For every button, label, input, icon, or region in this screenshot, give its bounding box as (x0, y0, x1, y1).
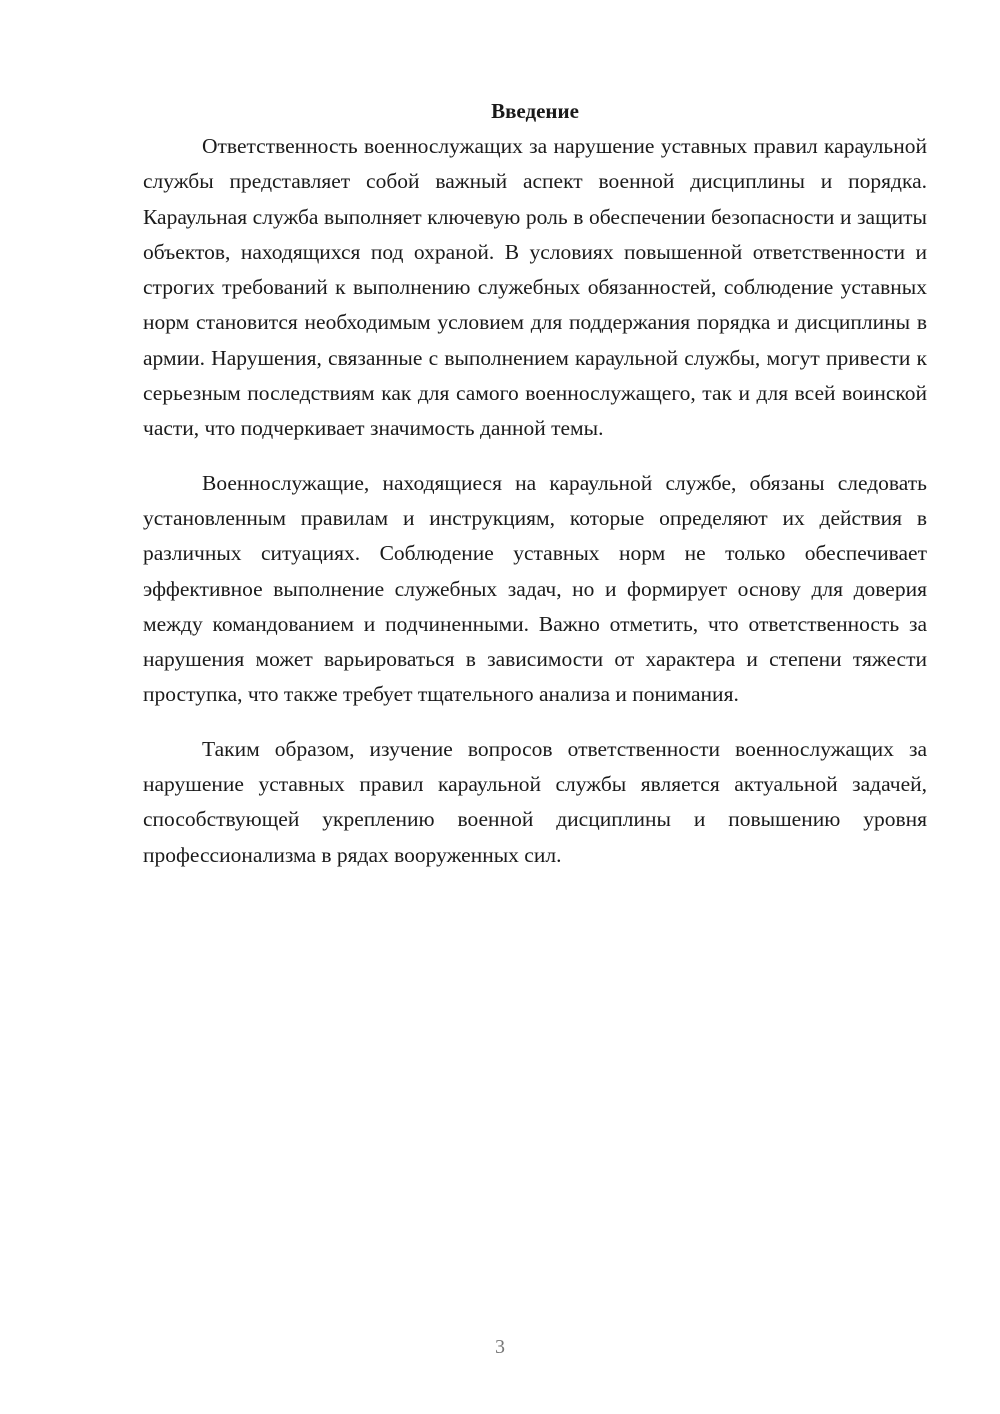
paragraph-3: Таким образом, изучение вопросов ответственности военнослужащих за нарушение уставных правил караульной службы является актуальной задачей, способствующей укреплению военной дисциплины и повышению уровня профессионализма в рядах вооруженных сил. (143, 736, 927, 867)
page-number: 3 (495, 1336, 505, 1358)
paragraph-1: Ответственность военнослужащих за нарушение уставных правил караульной службы представляет собой важный аспект военной дисциплины и порядка. Караульная служба выполняет ключевую роль в обеспечении безопасности и защиты объектов, находящихся под охраной. В условиях повышенной ответственности и строгих требований к выполнению служебных обязанностей, соблюдение уставных норм становится необходимым условием для поддержания порядка и дисциплины в армии. Нарушения, связанные с выполнением караульной службы, могут привести к серьезным последствиям как для самого военнослужащего, так и для всей воинской части, что подчеркивает значимость данной темы. (143, 134, 927, 441)
section-title: Введение (491, 99, 579, 123)
paragraph-2: Военнослужащие, находящиеся на караульной службе, обязаны следовать установленным правилам и инструкциям, которые определяют их действия в различных ситуациях. Соблюдение уставных норм не только обеспечивает эффективное выполнение служебных задач, но и формирует основу для доверия между командованием и подчиненными. Важно отметить, что ответственность за нарушения может варьироваться в зависимости от характера и степени тяжести проступка, что также требует тщательного анализа и понимания. (143, 470, 927, 707)
page-content (143, 94, 927, 873)
